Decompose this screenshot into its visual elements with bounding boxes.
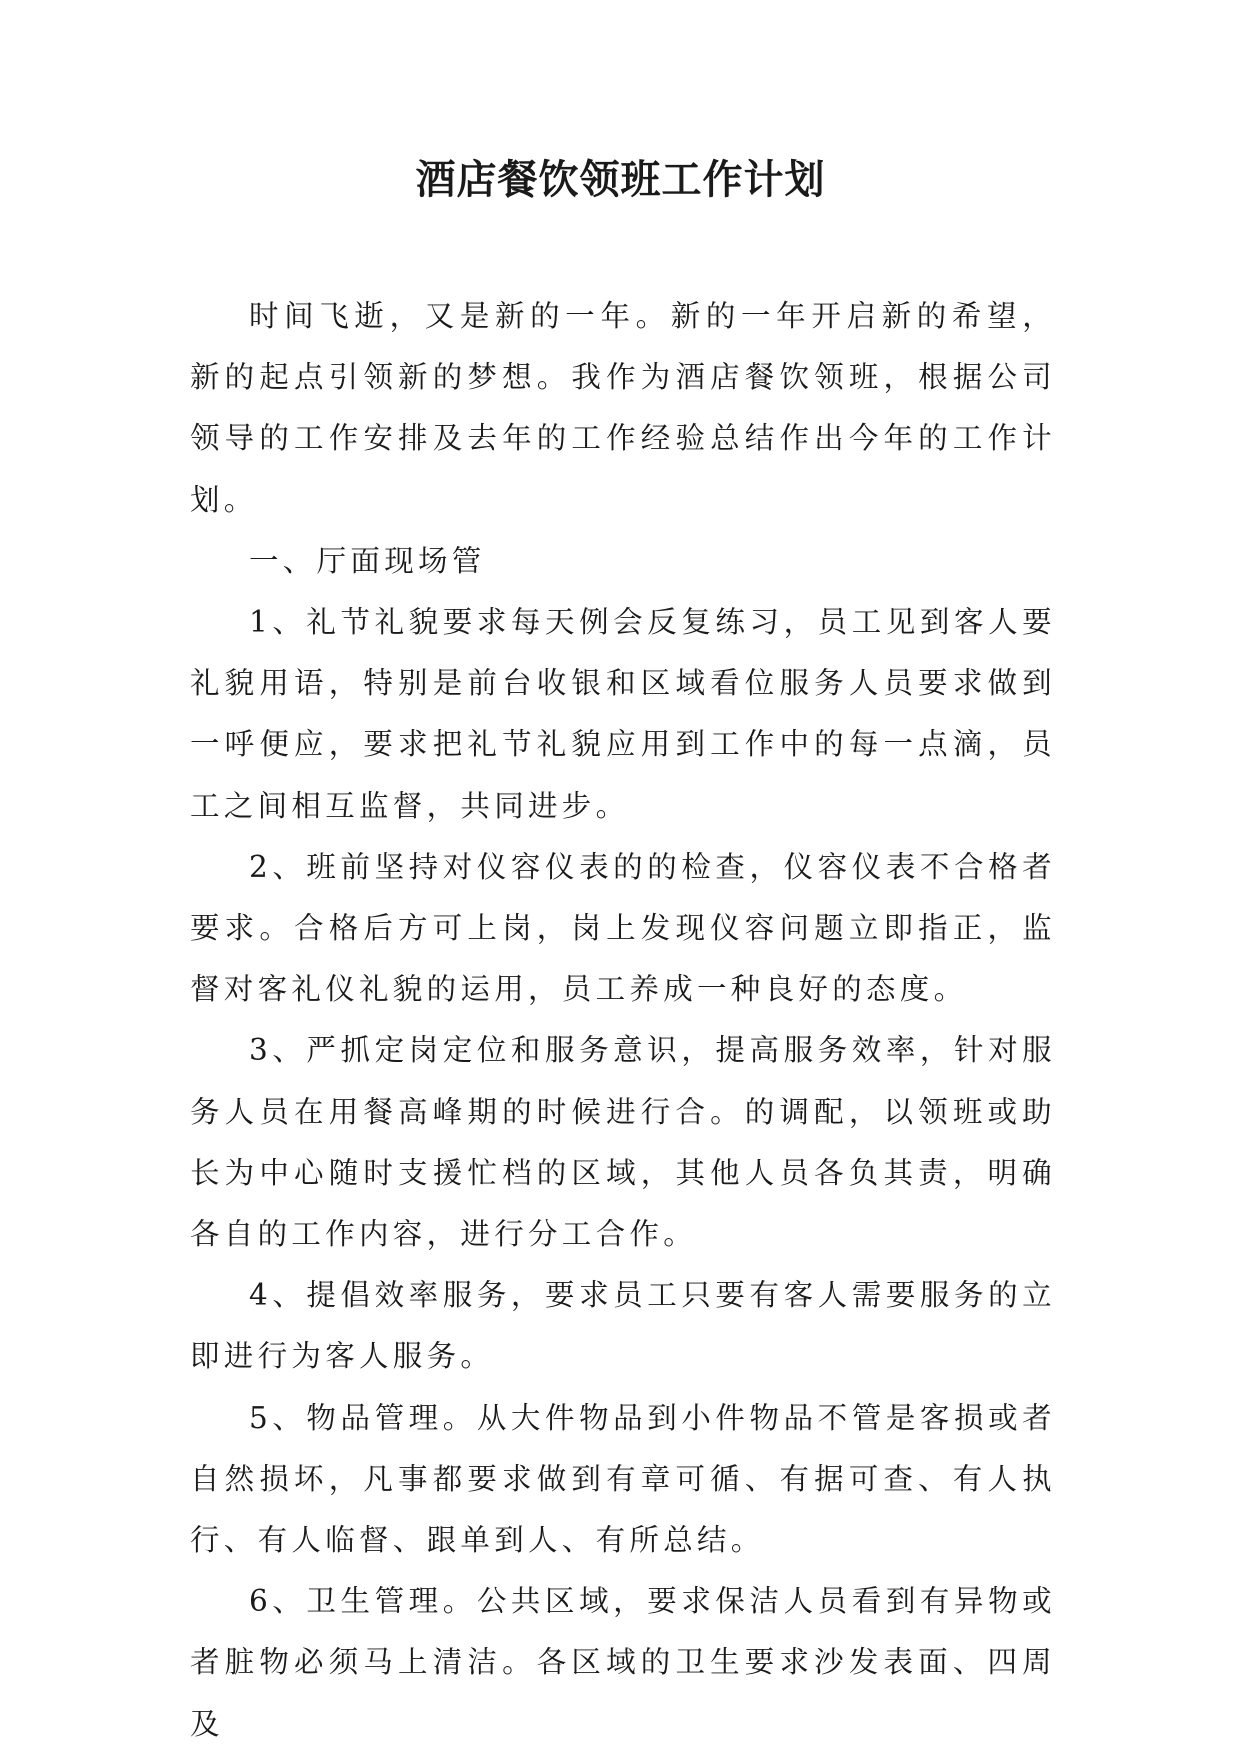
paragraph-item-5: 5、物品管理。从大件物品到小件物品不管是客损或者自然损坏，凡事都要求做到有章可循、有据可查、有人执行、有人临督、跟单到人、有所总结。 — [190, 1400, 1056, 1558]
paragraph-intro: 时间飞逝，又是新的一年。新的一年开启新的希望，新的起点引领新的梦想。我作为酒店餐饮领班，根据公司领导的工作安排及去年的工作经验总结作出今年的工作计划。 — [190, 299, 1056, 517]
document-title: 酒店餐饮领班工作计划 — [415, 156, 826, 203]
paragraph-item-1: 1、礼节礼貌要求每天例会反复练习，员工见到客人要礼貌用语，特别是前台收银和区域看位服务人员要求做到一呼便应，要求把礼节礼貌应用到工作中的每一点滴，员工之间相互监督，共同进步。 — [190, 605, 1056, 823]
paragraph-item-4: 4、提倡效率服务，要求员工只要有客人需要服务的立即进行为客人服务。 — [190, 1278, 1056, 1374]
paragraph-item-2: 2、班前坚持对仪容仪表的的检查，仪容仪表不合格者要求。合格后方可上岗，岗上发现仪容问题立即指正，监督对客礼仪礼貌的运用，员工养成一种良好的态度。 — [190, 849, 1056, 1007]
section-heading: 一、厅面现场管 — [249, 543, 486, 578]
paragraph-item-3: 3、严抓定岗定位和服务意识，提高服务效率，针对服务人员在用餐高峰期的时候进行合。的调配，以领班或助长为中心随时支援忙档的区域，其他人员各负其责，明确各自的工作内容，进行分工合作。 — [190, 1033, 1056, 1252]
document-body — [190, 286, 1056, 1755]
paragraph-item-6: 6、卫生管理。公共区域，要求保洁人员看到有异物或者脏物必须马上清洁。各区域的卫生要求沙发表面、四周及 — [190, 1584, 1056, 1741]
